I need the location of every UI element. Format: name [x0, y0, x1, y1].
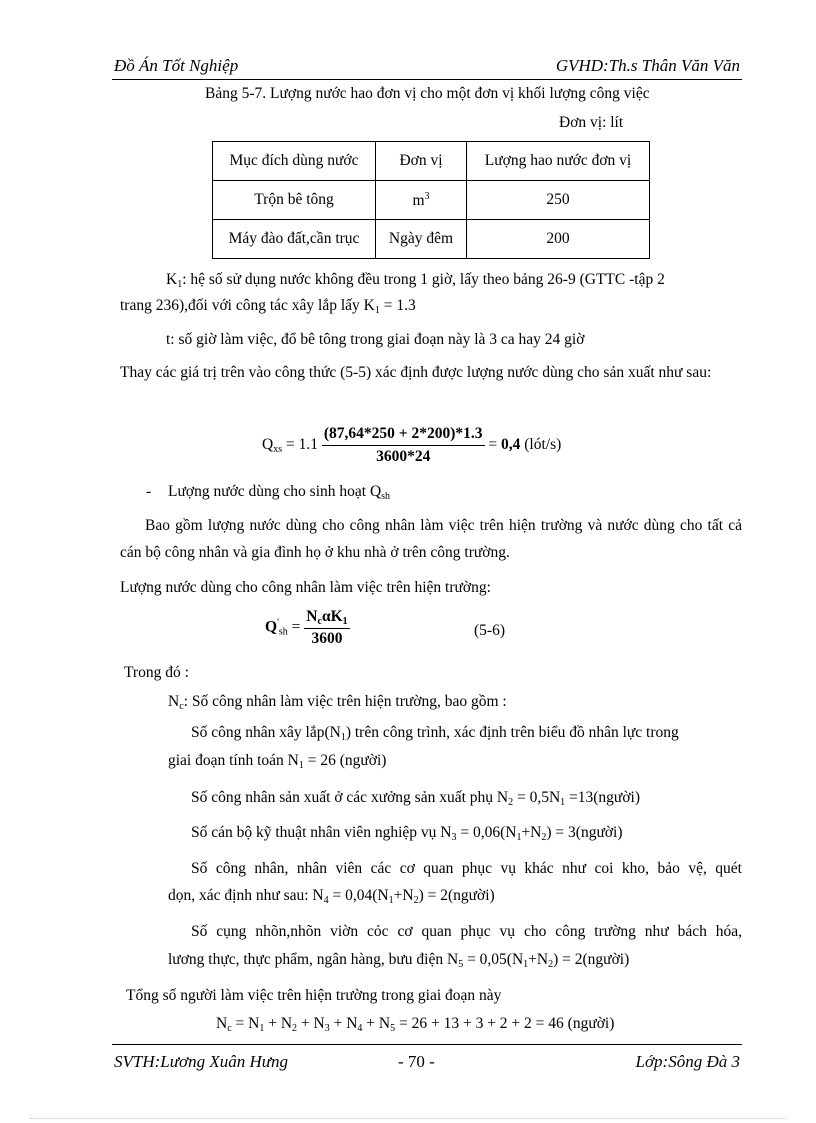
water-consumption-table [212, 141, 650, 259]
n3-text-c: +N [521, 824, 542, 841]
qxs-fraction [322, 424, 485, 467]
n5-line-2 [168, 950, 629, 975]
n5-text-e: ) = 2(người) [553, 951, 630, 968]
bullet-sub: sh [381, 491, 391, 502]
table-cell: Ngày đêm [376, 220, 467, 259]
n3-text-d: ) = 3(người) [546, 824, 623, 841]
k1-text-2: trang 236),đối với công tác xây lắp lấy K [120, 297, 375, 314]
total-n1-sub: 1 [259, 1023, 265, 1034]
qsh-num-b-sub: 1 [342, 616, 348, 627]
n2-text-b: = 0,5N [513, 789, 561, 806]
n4-sub-3: 2 [413, 895, 419, 906]
qsh-num-a-sub: c [317, 616, 322, 627]
qsh-lhs-sub: sh [278, 626, 288, 638]
n4-line-1: Số công nhân, nhân viên các cơ quan phục vụ khác như coi kho, bảo vệ, quét [191, 860, 742, 877]
qsh-num-a: N [306, 608, 318, 625]
n4-line-2 [168, 886, 495, 911]
include-paragraph: Bao gồm lượng nước dùng cho công nhân làm việc trên hiện trường và nước dùng cho tất cả cán bộ công nhân và gia đình họ ở khu nhà ở trên công trường. [120, 517, 742, 561]
n3-text-b: = 0,06(N [456, 824, 517, 841]
n2-sub: 2 [508, 797, 514, 808]
n5-text-b: lương thực, thực phẩm, ngân hàng, bưu điện N [168, 951, 459, 968]
table-cell: Máy đào đất,cần trục [213, 220, 376, 259]
total-n1: = N [231, 1015, 260, 1032]
n1-sub: 1 [340, 732, 346, 743]
unit-superscript: 3 [424, 190, 430, 202]
k1-value: = 1.3 [379, 297, 416, 314]
worker-water-line: Lượng nước dùng cho công nhân làm việc trên hiện trường: [120, 579, 491, 596]
total-n5-sub: 5 [390, 1023, 396, 1034]
formula-qsh [265, 608, 350, 648]
table-header-cell: Mục đích dùng nước [213, 142, 376, 181]
qxs-result: 0,4 [501, 436, 521, 454]
qxs-coefficient: = 1.1 [282, 436, 322, 454]
k1-text: : hệ số sử dụng nước không đều trong 1 giờ, lấy theo bảng 26-9 (GTTC -tập 2 [182, 271, 665, 288]
total-n3-sub: 3 [324, 1023, 330, 1034]
k1-line-1 [166, 270, 665, 295]
k1-line-2 [120, 296, 416, 321]
qsh-lhs: Q [265, 618, 278, 636]
nc-sub: c [179, 701, 184, 712]
formula-qxs [262, 424, 561, 467]
total-n4-sub: 4 [357, 1023, 363, 1034]
qsh-num-b: αK [321, 608, 343, 625]
qsh-equals: = [287, 618, 305, 636]
n5-text-c: = 0,05(N [463, 951, 524, 968]
total-nc: N [216, 1015, 228, 1032]
qsh-fraction [304, 608, 349, 648]
n5-line-1: Số cụng nhõn,nhõn viờn cỏc cơ quan phục vụ cho công trường như bách hóa, [191, 923, 742, 940]
n2-line [191, 788, 640, 813]
header-right: GVHD:Th.s Thân Văn Văn [555, 56, 740, 75]
n1-line-2 [168, 751, 386, 776]
substitute-paragraph: Thay các giá trị trên vào công thức (5-5) xác định được lượng nước dùng cho sản xuất như sau: [120, 364, 712, 381]
n1-text-b: ) trên công trình, xác định trên biểu đồ nhân lực trong [345, 724, 679, 741]
n4-text-c: = 0,04(N [328, 887, 389, 904]
qxs-denominator: 3600*24 [376, 448, 431, 465]
qsh-denominator: 3600 [311, 630, 343, 647]
n3-line [191, 823, 623, 848]
table-unit: Đơn vị: lít [559, 114, 624, 131]
total-n2: + N [264, 1015, 293, 1032]
k1-symbol: K [166, 271, 178, 288]
n1-text-d: = 26 (người) [303, 752, 387, 769]
table-cell [376, 181, 467, 220]
qxs-unit: (lót/s) [524, 436, 562, 454]
table-cell: 250 [467, 181, 650, 220]
n2-text-a: Số công nhân sản xuất ở các xưởng sản xuất phụ N [191, 789, 509, 806]
n1-line-1 [191, 723, 679, 748]
table-row [213, 181, 650, 220]
nc-symbol: N [168, 693, 180, 710]
qxs-numerator: (87,64*250 + 2*200)*1.3 [322, 424, 485, 446]
unit-text: m [412, 191, 425, 209]
total-line: Tổng số người làm việc trên hiện trường trong giai đoạn này [126, 987, 502, 1004]
n5-sub: 5 [458, 959, 464, 970]
qxs-equals: = [484, 436, 502, 454]
bullet-text-line [168, 482, 390, 507]
n4-text-e: ) = 2(người) [418, 887, 495, 904]
footer-right: Lớp:Sông Đà 3 [635, 1052, 740, 1071]
table-header-cell: Đơn vị [376, 142, 467, 181]
t-line: t: số giờ làm việc, đổ bê tông trong giai đoạn này là 3 ca hay 24 giờ [166, 331, 585, 348]
table-caption: Bảng 5-7. Lượng nước hao đơn vị cho một đơn vị khối lượng công việc [205, 85, 650, 102]
qxs-lhs: Q [262, 436, 274, 454]
total-n2-sub: 2 [292, 1023, 298, 1034]
n3-sub: 3 [451, 832, 457, 843]
n4-sub-2: 1 [388, 895, 394, 906]
k1-sub-2: 1 [374, 305, 380, 316]
nc-text: : Số công nhân làm việc trên hiện trường, bao gồm : [183, 693, 507, 710]
table-row [213, 220, 650, 259]
page-number: - 70 - [398, 1052, 435, 1071]
n3-sub-3: 2 [541, 832, 547, 843]
n4-text-b: dọn, xác định như sau: N [168, 887, 324, 904]
bullet-text: Lượng nước dùng cho sinh hoạt Q [168, 483, 382, 500]
header-left: Đồ Án Tốt Nghiệp [114, 56, 239, 75]
n4-sub: 4 [323, 895, 329, 906]
nc-definition [168, 692, 507, 717]
qxs-lhs-sub: xs [273, 444, 283, 456]
footer-left: SVTH:Lương Xuân Hưng [114, 1052, 289, 1071]
total-nc-sub: c [227, 1023, 232, 1034]
total-n5: + N [362, 1015, 391, 1032]
table-cell: Trộn bê tông [213, 181, 376, 220]
formula-label-5-6: (5-6) [474, 622, 505, 639]
total-result: = 26 + 13 + 3 + 2 + 2 = 46 (người) [395, 1015, 615, 1032]
table-cell: 200 [467, 220, 650, 259]
n1-text-c: giai đoạn tính toán N [168, 752, 299, 769]
table-header-cell: Lượng hao nước đơn vị [467, 142, 650, 181]
where-label: Trong đó : [124, 664, 189, 681]
total-n4: + N [329, 1015, 358, 1032]
total-formula [216, 1014, 614, 1039]
n3-sub-2: 1 [516, 832, 522, 843]
qsh-lhs-sup: ' [277, 617, 279, 629]
n1-sub-2: 1 [298, 760, 304, 771]
n5-sub-3: 2 [548, 959, 554, 970]
total-n3: + N [297, 1015, 325, 1032]
bullet-dash: - [146, 483, 152, 500]
n2-text-c: =13(người) [565, 789, 640, 806]
k1-sub: 1 [177, 279, 183, 290]
table-header-row [213, 142, 650, 181]
n3-text-a: Số cán bộ kỹ thuật nhân viên nghiệp vụ N [191, 824, 452, 841]
n5-text-d: +N [528, 951, 549, 968]
n1-text-a: Số công nhân xây lắp(N [191, 724, 341, 741]
qsh-numerator [304, 608, 349, 629]
footer-rule [112, 1044, 742, 1045]
n4-text-d: +N [393, 887, 414, 904]
header-rule [112, 79, 742, 80]
page-bottom-dotted-border [30, 1118, 786, 1119]
n2-sub-2: 1 [560, 797, 566, 808]
n5-sub-2: 1 [523, 959, 529, 970]
